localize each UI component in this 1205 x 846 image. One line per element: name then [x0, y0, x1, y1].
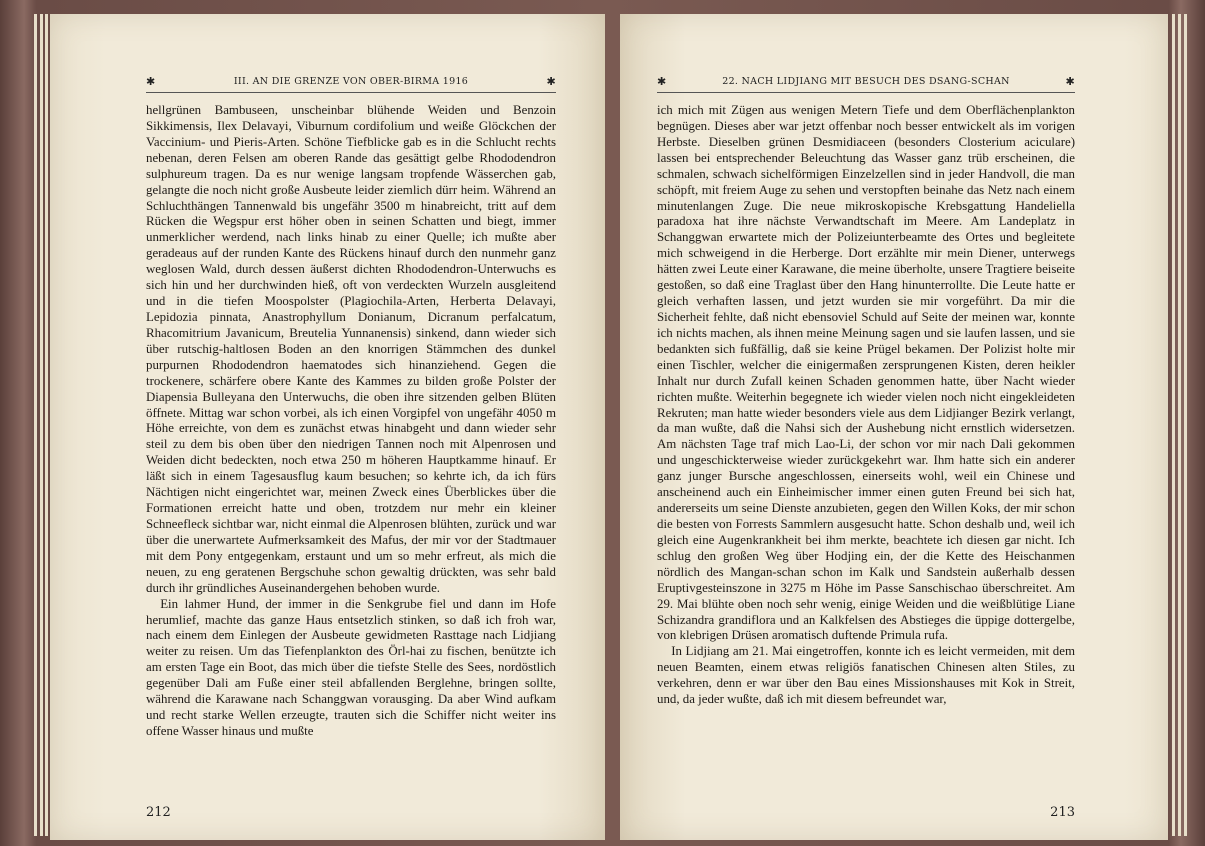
page-edge — [1178, 14, 1181, 836]
paragraph: In Lidjiang am 21. Mai eingetroffen, konnte ich es leicht vermeiden, mit dem neuen Beamten, einem etwas religiös fanatischen Chinesen alten Stiles, zu verkehren, denn er war über den Bau eines Missionshauses mit Kok in Streit, und, da jeder wußte, daß ich mit diesem befreundet war, — [657, 644, 1075, 707]
page-edge — [34, 14, 37, 836]
body-text — [146, 103, 556, 740]
running-header — [146, 75, 556, 89]
page-edge — [45, 14, 48, 836]
header-title: 22. NACH LIDJIANG MIT BESUCH DES DSANG-SCHAN — [722, 76, 1010, 87]
header-rule — [657, 92, 1075, 93]
right-page — [620, 14, 1168, 840]
page-number: 213 — [1050, 805, 1075, 820]
running-header — [657, 75, 1075, 89]
star-ornament: ✱ — [546, 75, 556, 88]
star-ornament: ✱ — [657, 75, 667, 88]
paragraph: Ein lahmer Hund, der immer in die Senkgrube fiel und dann im Hofe herumlief, machte das ganze Haus entsetzlich stinken, so daß ich froh war, nach einem dem Einlegen der Ausbeute gewidmeten Rasttage nach Lidjiang weiter zu reisen. Um das Tiefenplankton des Örl-hai zu fischen, benützte ich am ersten Tage ein Boot, das mich über die tiefste Stelle des Sees, nordöstlich gegenüber Dali am Fuße einer steil abfallenden Berglehne, bringen sollte, während die Karawane nach Schanggwan vorausging. Da aber Wind aufkam und recht starke Wellen erzeugte, trauten sich die Schiffer nicht weiter ins offene Wasser hinaus und mußte — [146, 596, 556, 738]
header-title: III. AN DIE GRENZE VON OBER-BIRMA 1916 — [233, 76, 469, 87]
paragraph: ich mich mit Zügen aus wenigen Metern Tiefe und dem Oberflächenplankton begnügen. Dieses aber war jetzt offenbar noch besser entwickelt als im vorigen Herbste. Dieselben grünen Desmidiaceen (besonders Closterium aciculare) lassen bei entsprechender Beleuchtung das Wasser ganz trüb erscheinen, die schmalen, schwach sichelförmigen Einzelzellen sind in jeder Handvoll, die man schöpft, mit freiem Auge zu sehen und verstopften beinahe das Netz nach einem minutenlangen Zuge. Die neue mikroskopische Krebsgattung Handeliella paradoxa hat ihre nächste Verwandtschaft im Meere. Am Landeplatz in Schanggwan erwartete mich der Polizeiunterbeamte des Ortes und begleitete mich schweigend in die Herberge. Dort erzählte mir mein Diener, unterwegs hätten zwei Leute einer Karawane, die meine überholte, unsere Tragtiere beiseite gestoßen, so daß eine Traglast über den Hang hinunterrollte. Die Leute hatte er gleich verhaften lassen, und jetzt wurden sie mir vorgeführt. Da mir die Sicherheit fehlte, daß nicht ebensoviel Schuld auf Seite der meinen war, konnte ich nichts machen, als ihnen meine Meinung sagen und sie laufen lassen, und sie bedankten sich fußfällig, daß sie keine Prügel bekamen. Der Polizist holte mir einen Tischler, welcher die einigermaßen zersprungenen Kisten, deren heikler Inhalt nur durch Zufall keinen Schaden genommen hatte, über Nacht wieder richten mußte. Weiterhin begegnete ich wieder vielen noch nicht eingekleideten Rekruten; man hatte wieder besonders viele aus dem Lidjianger Bezirk verlangt, da man wußte, daß die Nahsi sich der Aushebung nicht ernstlich widersetzen. Am nächsten Tage traf mich Lao-Li, der schon vor mir nach Dali gekommen und ungeschickterweise wieder zurückgekehrt war. Ihm hatte sich ein anderer ganz junger Bursche angeschlossen, einerseits wohl, weil ein Chinese und anscheinend auch ein Einheimischer immer einen guten Freund bei sich hat, andererseits um seine Dienste anzubieten, gegen den Willen Koks, der mir schon die besten von Forrests Sammlern ausgesucht hatte. Schon deshalb und, weil ich gleich eine Augenkrankheit bei ihm merkte, beachtete ich diesen gar nicht. Ich schlug den großen Weg über Hodjing ein, der die Kette des Heischanmen nördlich des Mangan-schan schon im Kalk und Sandstein außerhalb dessen Eruptivgesteinszone in 3275 m Höhe im Passe Sanschischao überschreitet. Am 29. Mai blühte oben noch sehr wenig, einige Weiden und die weißblütige Liane Schizandra grandiflora und an Kalkfelsen des Abstieges die üppige dottergelbe, von klebrigen Drüsen aromatisch duftende Primula rufa. — [657, 103, 1075, 643]
body-text — [657, 103, 1075, 708]
star-ornament: ✱ — [146, 75, 156, 88]
paragraph: hellgrünen Bambuseen, unscheinbar blühende Weiden und Benzoin Sikkimensis, Ilex Delavayi, Viburnum cordifolium und weiße Glöckchen der Vaccinium- und Pieris-Arten. Schöne Tiefblicke gab es in die Schlucht rechts nebenan, deren Felsen am oberen Rande das gesättigt gelbe Rhododendron sulphureum tragen. Da es nur wenige langsam tropfende Wässerchen gab, gelangte die noch nicht große Ausbeute leider ziemlich dürr heim. Während an Schluchthängen Tannenwald bis ungefähr 3500 m hinabreicht, tritt auf dem Rücken die Wegspur erst höher oben in seinen Schatten und biegt, immer unmerklicher werdend, nach links hinab zu einer Quelle; ich mußte aber geradeaus auf der runden Kante des Rückens hinauf durch den nunmehr ganz weglosen Wald, durch dessen äußerst dichten Rhododendron-Unterwuchs es sich hin und her durchwinden hieß, oft von verdeckten Wurzeln ausgleitend und in die tiefen Moospolster (Plagiochila-Arten, Herberta Delavayi, Lepidozia pinnata, Anastrophyllum Donianum, Dicranum perfalcatum, Rhacomitrium Javanicum, Breutelia Yunnanensis) sinkend, dann wieder sich über rutschig-haltlosen Boden an den knorrigen Stämmchen des dunkel purpurnen Rhododendron haematodes sich hinanziehend. Gegen die trockenere, schärfere obere Kante des Kammes zu bilden große Polster der Diapensia Bulleyana den Unterwuchs, die oben ihre sitzenden gelben Blüten öffnete. Mittag war schon vorbei, als ich einen Vorgipfel von ungefähr 4050 m Höhe erreichte, von dem es zunächst etwas hinabgeht und dann wieder sehr steil zu dem bis oben über den niedrigen Tannen noch mit Alpenrosen und Weiden dicht bedeckten, noch etwa 250 m höheren Hauptkamme hinauf. Er läßt sich in einem Tagesausflug kaum besuchen; so kehrte ich, da ich fürs Nächtigen nicht eingerichtet war, meinen Zweck eines Überblickes über die Formationen erreicht hatte und oben, trotzdem nur mehr ein kleiner Schneefleck sichtbar war, nicht einmal die Alpenrosen blühten, zurück und war über die unerwartete Aufmerksamkeit des Mafus, der mir vor der Stadtmauer mit dem Pony entgegenkam, erstaunt und um so mehr erfreut, als mich die neuen, zu eng geratenen Bergschuhe schon gewaltig drückten, was sehr bald durch ihr gründliches Auseinandergehen behoben wurde. — [146, 103, 556, 595]
page-edge — [40, 14, 43, 836]
left-page — [50, 14, 605, 840]
page-edge — [1184, 14, 1187, 836]
page-edge — [1172, 14, 1175, 836]
star-ornament: ✱ — [1065, 75, 1075, 88]
page-number: 212 — [146, 805, 171, 820]
header-rule — [146, 92, 556, 93]
